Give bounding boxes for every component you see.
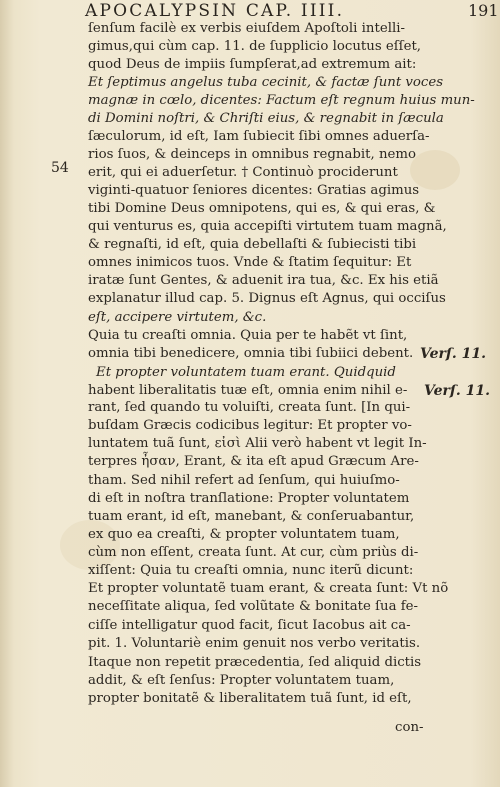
text-line: xiſſent: Quia tu creaſti omnia, nunc iterũ dicunt:	[88, 563, 414, 578]
margin-note-verse: Verſ. 11.	[424, 383, 490, 399]
text-line: addit, & eſt ſenſus: Propter voluntatem tuam,	[88, 673, 395, 688]
text-line: & regnaſti, id eſt, quia debellaſti & ſubiecisti tibi	[88, 237, 417, 252]
text-line: Et propter voluntatem tuam erant. Quidquid	[96, 365, 396, 380]
text-line: tuam erant, id eſt, manebant, & conſeruabantur,	[88, 509, 415, 524]
catchword: con-	[395, 720, 424, 735]
text-line: explanatur illud cap. 5. Dignus eſt Agnus, qui occiſus	[88, 291, 446, 306]
running-head: APOCALYPSIN CAP. IIII.	[85, 1, 345, 21]
text-line: ciſſe intelligatur quod facit, ſicut Iacobus ait ca-	[88, 618, 411, 633]
text-line: buſdam Græcis codicibus legitur: Et propter vo-	[88, 418, 412, 433]
text-line: rant, ſed quando tu voluiſti, creata ſunt. [In qui-	[88, 400, 411, 415]
text-line: Quia tu creaſti omnia. Quia per te habẽt vt ſint,	[88, 328, 408, 343]
text-line: tibi Domine Deus omnipotens, qui es, & qui eras, &	[88, 201, 436, 216]
page-number: 191	[468, 1, 499, 20]
text-line: rios ſuos, & deinceps in omnibus regnabit, nemo	[88, 147, 417, 162]
text-line: Itaque non repetit præcedentia, ſed aliquid dictis	[88, 655, 422, 670]
text-line: viginti-quatuor ſeniores dicentes: Gratias agimus	[88, 183, 420, 198]
text-line: gimus,qui cùm cap. 11. de ſupplicio locutus eſſet,	[88, 39, 422, 54]
text-line: omnia tibi benedicere, omnia tibi ſubiici debent.	[88, 346, 414, 361]
text-line: magnæ in cœlo, dicentes: Factum eſt regnum huius mun-	[88, 93, 475, 108]
text-line: Et ſeptimus angelus tuba cecinit, & factæ ſunt voces	[88, 75, 444, 90]
margin-note-verse: Verſ. 11.	[420, 346, 486, 362]
text-line: di Domini noſtri, & Chriſti eius, & regnabit in ſæcula	[88, 111, 444, 126]
text-line: omnes inimicos tuos. Vnde & ſtatim ſequitur: Et	[88, 255, 412, 270]
text-line: terpres ἦσαν, Erant, & ita eſt apud Græcum Are-	[88, 454, 419, 469]
text-line: ſæculorum, id eſt, Iam ſubiecit ſibi omnes aduerſa-	[88, 129, 430, 144]
text-line: pit. 1. Voluntariè enim genuit nos verbo veritatis.	[88, 636, 421, 651]
text-line: propter bonitatẽ & liberalitatem tuã ſunt, id eſt,	[88, 691, 412, 706]
text-line: neceſſitate aliqua, ſed volũtate & bonitate ſua fe-	[88, 599, 419, 614]
text-line: qui venturus es, quia accepiſti virtutem tuam magnã,	[88, 219, 447, 234]
margin-number: 54	[51, 160, 69, 176]
text-line: ex quo ea creaſti, & propter voluntatem tuam,	[88, 527, 400, 542]
text-line: di eſt in noſtra tranſlatione: Propter voluntatem	[88, 491, 410, 506]
text-line: habent liberalitatis tuæ eſt, omnia enim nihil e-	[88, 383, 408, 398]
text-line: erit, qui ei aduerſetur. † Continuò prociderunt	[88, 165, 398, 180]
text-line: cùm non eſſent, creata ſunt. At cur, cùm priùs di-	[88, 545, 419, 560]
text-line: ſenſum facilè ex verbis eiuſdem Apoſtoli intelli-	[88, 21, 405, 36]
text-line: tham. Sed nihil refert ad ſenſum, qui huiuſmo-	[88, 473, 400, 488]
text-line: eſt, accipere virtutem, &c.	[88, 310, 267, 325]
text-line: Et propter voluntatẽ tuam erant, & creata ſunt: Vt nõ	[88, 581, 449, 596]
text-line: quod Deus de impiis ſumpſerat,ad extremum ait:	[88, 57, 417, 72]
text-line: luntatem tuã ſunt, εἰσὶ Alii verò habent vt legit In-	[88, 436, 427, 451]
text-line: iratæ ſunt Gentes, & aduenit ira tua, &c. Ex his etiã	[88, 273, 439, 288]
